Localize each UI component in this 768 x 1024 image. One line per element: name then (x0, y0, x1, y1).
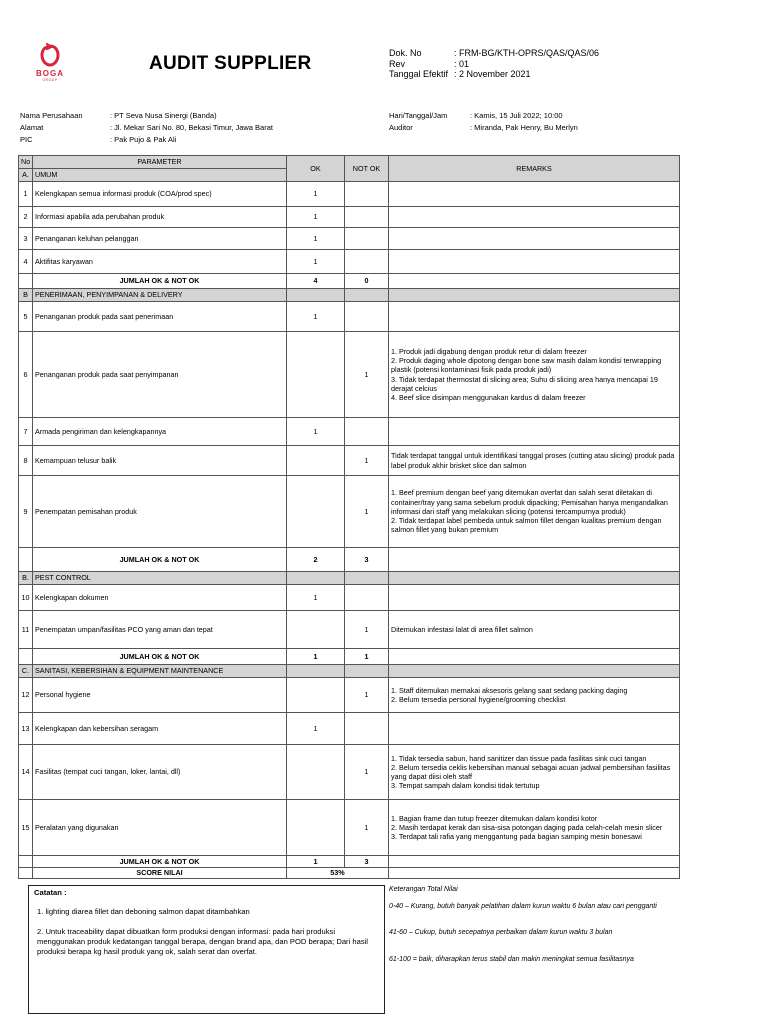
subtotal-not-ok: 3 (345, 548, 389, 572)
row-ok: 1 (287, 713, 345, 745)
row-no: 1 (19, 182, 33, 207)
row-parameter: Penempatan umpan/fasilitas PCO yang aman dan tepat (33, 611, 287, 649)
row-no: 12 (19, 678, 33, 713)
auditor-value: : Miranda, Pak Henry, Bu Merlyn (470, 123, 578, 132)
row-ok (287, 446, 345, 476)
table-row (19, 585, 680, 611)
legend-item: 0-40 – Kurang, butuh banyak pelatihan dalam kurun waktu 6 bulan atau cari pengganti (389, 902, 657, 910)
score-legend (389, 886, 664, 982)
header-parameter: PARAMETER (33, 156, 287, 169)
row-not-ok: 1 (345, 446, 389, 476)
row-remarks (389, 585, 680, 611)
section-row-penerimaan (19, 289, 680, 302)
boga-logo-icon (39, 42, 61, 68)
row-remarks: 1. Staff ditemukan memakai aksesoris gelang saat sedang packing daging 2. Belum tersedia personal hygiene/grooming checklist (389, 678, 680, 713)
row-not-ok: 1 (345, 800, 389, 856)
row-remarks: 1. Beef premium dengan beef yang ditemukan overfat dan salah serat diletakan di container/tray yang sama sebelum produk dipacking; Pemisahan hanya mengandalkan informasi dari staff yang melakukan slicing (potensi tercampurnya produk) 2. Tidak terdapat label pembeda untuk salmon fillet dengan kualitas premium dengan salmon fillet yang bukan premium (389, 476, 680, 548)
row-not-ok: 1 (345, 476, 389, 548)
table-row (19, 207, 680, 228)
table-row (19, 332, 680, 418)
subtotal-row-c (19, 856, 680, 868)
section-label: PEST CONTROL (33, 572, 287, 585)
row-ok: 1 (287, 228, 345, 250)
table-row (19, 611, 680, 649)
subtotal-ok: 4 (287, 274, 345, 289)
row-parameter: Kemampuan telusur balik (33, 446, 287, 476)
section-label: UMUM (33, 169, 287, 182)
row-remarks (389, 713, 680, 745)
header-no: No (19, 156, 33, 169)
company-info-labels (20, 110, 83, 146)
row-parameter: Penanganan produk pada saat penerimaan (33, 302, 287, 332)
audit-info-labels (389, 110, 447, 134)
address-value: : Jl. Mekar Sari No. 80, Bekasi Timur, Jawa Barat (110, 123, 273, 132)
table-row (19, 302, 680, 332)
row-ok (287, 800, 345, 856)
row-ok (287, 745, 345, 800)
table-row (19, 446, 680, 476)
subtotal-label: JUMLAH OK & NOT OK (33, 548, 287, 572)
document-title: AUDIT SUPPLIER (149, 53, 312, 74)
row-ok: 1 (287, 585, 345, 611)
subtotal-label: JUMLAH OK & NOT OK (33, 274, 287, 289)
table-row (19, 800, 680, 856)
note-item: 2. Untuk traceability dapat dibuatkan form produksi dengan informasi: pada hari produksi menggunakan produk kedatangan tanggal berapa, dengan brand apa, dan POD berapa; Dari hasil produksi berapa kg hasil produk yang ok, salah serat dan overfat. (37, 927, 368, 956)
row-not-ok (345, 418, 389, 446)
doc-no-value: : FRM-BG/KTH-OPRS/QAS/QAS/06 (454, 48, 600, 58)
address-label: Alamat (20, 123, 44, 132)
row-ok: 1 (287, 182, 345, 207)
legend-item: 41-60 – Cukup, butuh secepatnya perbaikan dalam kurun waktu 3 bulan (389, 929, 613, 937)
row-no: 15 (19, 800, 33, 856)
row-no: 7 (19, 418, 33, 446)
row-parameter: Penanganan keluhan pelanggan (33, 228, 287, 250)
section-no: C. (19, 665, 33, 678)
audit-info-values (470, 110, 578, 134)
note-item: 1. lighting diarea fillet dan deboning salmon dapat ditambahkan (37, 907, 250, 916)
row-parameter: Kelengkapan dan kebersihan seragam (33, 713, 287, 745)
header-ok: OK (287, 156, 345, 182)
subtotal-row-b (19, 548, 680, 572)
row-no: 13 (19, 713, 33, 745)
notes-title: Catatan : (34, 888, 67, 897)
row-ok: 1 (287, 302, 345, 332)
subtotal-ok: 1 (287, 649, 345, 665)
row-remarks (389, 228, 680, 250)
audit-date-value: : Kamis, 15 Juli 2022; 10:00 (470, 111, 563, 120)
header-not-ok: NOT OK (345, 156, 389, 182)
row-no: 8 (19, 446, 33, 476)
table-row (19, 745, 680, 800)
row-remarks: 1. Tidak tersedia sabun, hand sanitizer dan tissue pada fasilitas sink cuci tangan 2. Belum tersedia ceklis kebersihan manual sebagai acuan jadwal pembersihan fasilitas yang dapat diisi oleh staff 3. Tempat sampah dalam kondisi tidak tertutup (389, 745, 680, 800)
subtotal-label: JUMLAH OK & NOT OK (33, 649, 287, 665)
company-info-values (110, 110, 273, 146)
row-ok: 1 (287, 418, 345, 446)
pic-label: PIC (20, 135, 33, 144)
score-row (19, 868, 680, 879)
row-ok: 1 (287, 250, 345, 274)
section-row-sanitasi (19, 665, 680, 678)
section-row-pest-control (19, 572, 680, 585)
row-no: 9 (19, 476, 33, 548)
row-no: 5 (19, 302, 33, 332)
row-parameter: Kelengkapan dokumen (33, 585, 287, 611)
row-parameter: Fasilitas (tempat cuci tangan, loker, lantai, dll) (33, 745, 287, 800)
audit-date-label: Hari/Tanggal/Jam (389, 111, 448, 120)
logo-brand-text: BOGA (36, 69, 64, 78)
table-row (19, 678, 680, 713)
doc-effective-date-label: Tanggal Efektif (389, 69, 449, 79)
row-parameter: Informasi apabila ada perubahan produk (33, 207, 287, 228)
row-no: 4 (19, 250, 33, 274)
subtotal-ok: 1 (287, 856, 345, 868)
logo-sub-text: GROUP (42, 78, 58, 82)
row-parameter: Aktifitas karyawan (33, 250, 287, 274)
subtotal-label: JUMLAH OK & NOT OK (33, 856, 287, 868)
section-no: B (19, 289, 33, 302)
doc-rev-value: : 01 (454, 58, 470, 69)
row-no: 14 (19, 745, 33, 800)
table-row (19, 228, 680, 250)
subtotal-ok: 2 (287, 548, 345, 572)
row-not-ok: 1 (345, 611, 389, 649)
doc-rev-label: Rev (389, 58, 406, 69)
table-row (19, 182, 680, 207)
subtotal-not-ok: 1 (345, 649, 389, 665)
auditor-label: Auditor (389, 123, 413, 132)
audit-table (18, 155, 680, 879)
row-not-ok (345, 713, 389, 745)
row-parameter: Personal hygiene (33, 678, 287, 713)
row-remarks: Ditemukan infestasi lalat di area fillet salmon (389, 611, 680, 649)
company-logo (28, 42, 72, 92)
row-no: 11 (19, 611, 33, 649)
row-not-ok (345, 302, 389, 332)
row-not-ok (345, 207, 389, 228)
row-no: 10 (19, 585, 33, 611)
row-parameter: Kelengkapan semua informasi produk (COA/prod spec) (33, 182, 287, 207)
doc-effective-date-value: : 2 November 2021 (454, 69, 531, 79)
score-label: SCORE NILAI (33, 868, 287, 879)
doc-no-label: Dok. No (389, 48, 422, 58)
table-header-row (19, 156, 680, 169)
subtotal-not-ok: 3 (345, 856, 389, 868)
row-ok (287, 611, 345, 649)
table-row (19, 713, 680, 745)
row-not-ok: 1 (345, 332, 389, 418)
section-label: PENERIMAAN, PENYIMPANAN & DELIVERY (33, 289, 287, 302)
table-row (19, 250, 680, 274)
header-remarks: REMARKS (389, 156, 680, 182)
row-no: 2 (19, 207, 33, 228)
row-parameter: Peralatan yang digunakan (33, 800, 287, 856)
row-not-ok (345, 250, 389, 274)
doc-meta-values (454, 48, 599, 80)
legend-item: 61-100 = baik, diharapkan terus stabil dan makin meningkat semua fasilitasnya (389, 955, 634, 963)
row-remarks: Tidak terdapat tanggal untuk identifikasi tanggal proses (cutting atau slicing) produk pada label produk akhir brisket slice dan salmon (389, 446, 680, 476)
row-remarks: 1. Bagian frame dan tutup freezer ditemukan dalam kondisi kotor 2. Masih terdapat kerak dan sisa-sisa potongan daging pada celah-celah mesin slicer 3. Terdapat tali rafia yang menggantung pada bagian samping mesin bonesawi (389, 800, 680, 856)
row-no: 6 (19, 332, 33, 418)
doc-meta-labels (389, 48, 448, 80)
row-ok (287, 476, 345, 548)
row-parameter: Penanganan produk pada saat penyimpanan (33, 332, 287, 418)
row-remarks: 1. Produk jadi digabung dengan produk retur di dalam freezer 2. Produk daging whole dipotong dengan bone saw masih dalam kondisi terwrapping plastik (potensi kontaminasi fisik pada produk jadi) 3. Tidak terdapat thermostat di slicing area; Suhu di slicing area hanya mencapai 19 derajat celcius 4. Beef slice disimpan menggunakan kardus di dalam freezer (389, 332, 680, 418)
row-remarks (389, 302, 680, 332)
subtotal-not-ok: 0 (345, 274, 389, 289)
subtotal-row-b2 (19, 649, 680, 665)
table-row (19, 476, 680, 548)
row-not-ok (345, 182, 389, 207)
row-remarks (389, 182, 680, 207)
score-value: 53% (287, 868, 389, 879)
row-not-ok: 1 (345, 745, 389, 800)
section-no: A. (19, 169, 33, 182)
row-remarks (389, 207, 680, 228)
pic-value: : Pak Pujo & Pak Ali (110, 135, 177, 144)
row-not-ok (345, 228, 389, 250)
company-name-value: : PT Seva Nusa Sinergi (Banda) (110, 111, 217, 120)
row-no: 3 (19, 228, 33, 250)
row-parameter: Armada pengiriman dan kelengkapannya (33, 418, 287, 446)
section-no: B. (19, 572, 33, 585)
company-name-label: Nama Perusahaan (20, 111, 83, 120)
row-ok (287, 332, 345, 418)
row-remarks (389, 418, 680, 446)
row-not-ok: 1 (345, 678, 389, 713)
section-label: SANITASI, KEBERSIHAN & EQUIPMENT MAINTENANCE (33, 665, 287, 678)
notes-box (28, 885, 385, 1014)
row-ok (287, 678, 345, 713)
row-ok: 1 (287, 207, 345, 228)
subtotal-row-a (19, 274, 680, 289)
legend-title: Keterangan Total Nilai (389, 886, 458, 893)
row-not-ok (345, 585, 389, 611)
row-parameter: Penempatan pemisahan produk (33, 476, 287, 548)
row-remarks (389, 250, 680, 274)
table-row (19, 418, 680, 446)
